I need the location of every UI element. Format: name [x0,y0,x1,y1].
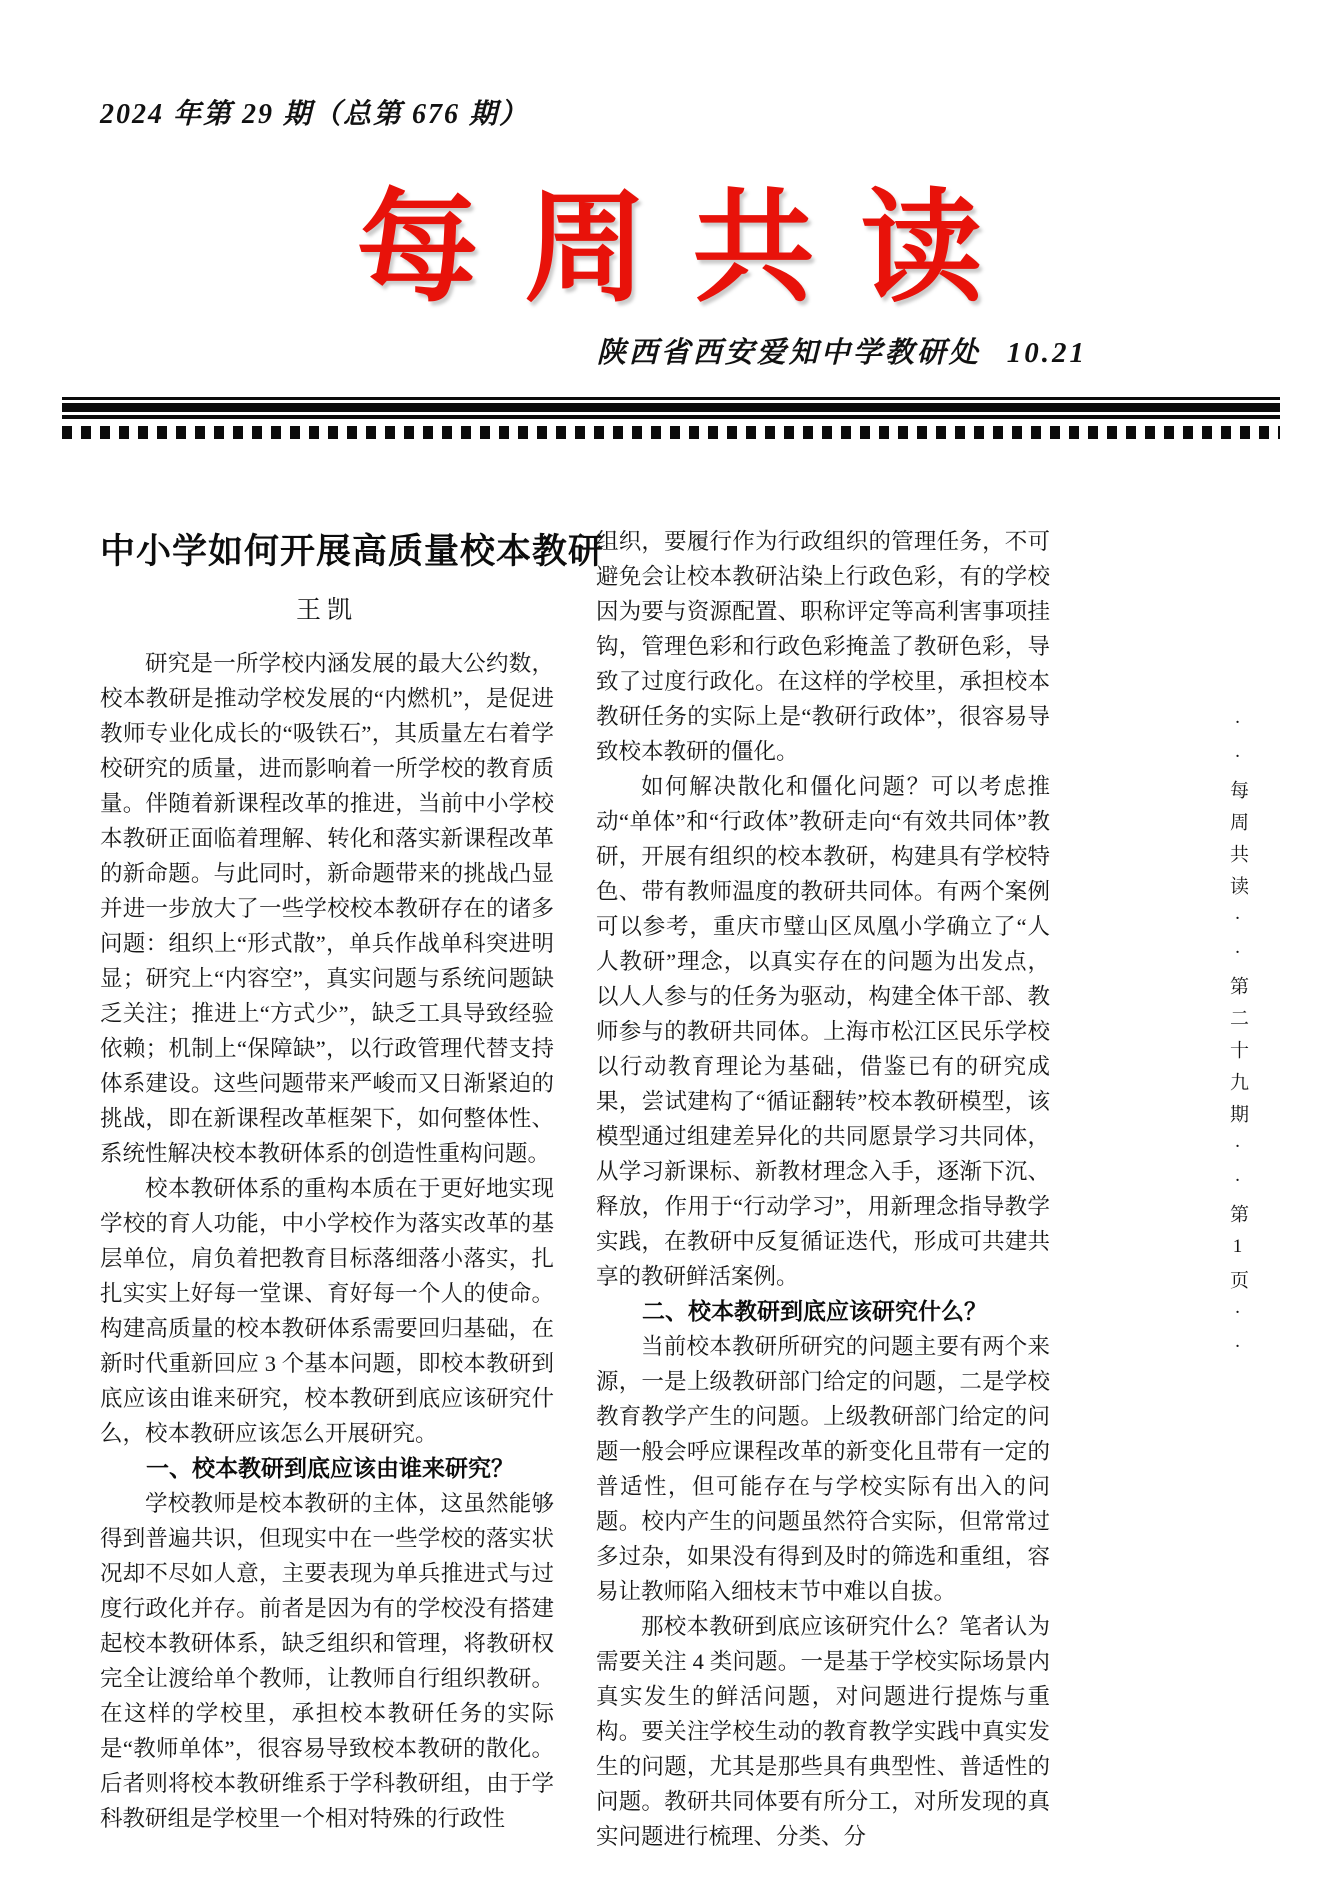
right-column [596,524,1050,1854]
publisher-name: 陕西省西安爱知中学教研处 [596,337,981,369]
paragraph-4: 组织，要履行作为行政组织的管理任务，不可避免会让校本教研沾染上行政色彩，有的学校因为要与资源配置、职称评定等高利害事项挂钩，管理色彩和行政色彩掩盖了教研色彩，导致了过度行政化。在这样的学校里，承担校本教研任务的实际上是“教研行政体”，很容易导致校本教研的僵化。 [596,529,1050,764]
section-heading-1: 一、校本教研到底应该由谁来研究？ [146,1455,514,1481]
paragraph-7: 那校本教研到底应该研究什么？笔者认为需要关注 4 类问题。一是基于学校实际场景内真实发生的鲜活问题，对问题进行提炼与重构。要关注学校生动的教育教学实践中真实发生的问题，尤其是那些具有典型性、普适性的问题。教研共同体要有所分工，对所发现的真实问题进行梳理、分类、分 [596,1614,1050,1849]
section-heading-2: 二、校本教研到底应该研究什么？ [642,1298,987,1324]
publisher-line [597,330,1087,371]
left-column [100,524,605,1854]
divider-rule-thin-top [62,397,1280,400]
article-title: 中小学如何开展高质量校本教研 [100,532,605,571]
paragraph-6: 当前校本教研所研究的问题主要有两个来源，一是上级教研部门给定的问题，二是学校教育教学产生的问题。上级教研部门给定的问题一般会呼应课程改革的新变化且带有一定的普适性，但可能存在与学校实际有出入的问题。校内产生的问题虽然符合实际，但常常过多过杂，如果没有得到及时的筛选和重组，容易让教师陷入细枝末节中难以自拔。 [596,1334,1050,1604]
article-author: 王凯 [295,597,358,624]
paragraph-5: 如何解决散化和僵化问题？可以考虑推动“单体”和“行政体”教研走向“有效共同体”教研，开展有组织的校本教研，构建具有学校特色、带有教师温度的教研共同体。有两个案例可以参考，重庆市璧山区凤凰小学确立了“人人教研”理念，以真实存在的问题为出发点，以人人参与的任务为驱动，构建全体干部、教师参与的教研共同体。上海市松江区民乐学校以行动教育理论为基础，借鉴已有的研究成果，尝试建构了“循证翻转”校本教研模型，该模型通过组建差异化的共同愿景学习共同体，从学习新课标、新教材理念入手，逐渐下沉、释放，作用于“行动学习”，用新理念指导教学实践，在教研中反复循证迭代，形成可共建共享的教研鲜活案例。 [596,774,1050,1289]
article-body [100,524,1050,1854]
divider-rule-thick [62,403,1280,412]
paragraph-2: 校本教研体系的重构本质在于更好地实现学校的育人功能，中小学校作为落实改革的基层单位，肩负着把教育目标落细落小落实，扎扎实实上好每一堂课、育好每一个人的使命。构建高质量的校本教研体系需要回归基础，在新时代重新回应 3 个基本问题，即校本教研到底应该由谁来研究，校本教研到底应该研究什么，校本教研应该怎么开展研究。 [100,1176,554,1446]
paragraph-3: 学校教师是校本教研的主体，这虽然能够得到普遍共识，但现实中在一些学校的落实状况却不尽如人意，主要表现为单兵推进式与过度行政化并存。前者是因为有的学校没有搭建起校本教研体系，缺乏组织和管理，将教研权完全让渡给单个教师，让教师自行组织教研。在这样的学校里，承担校本教研任务的实际是“教师单体”，很容易导致校本教研的散化。后者则将校本教研维系于学科教研组，由于学科教研组是学校里一个相对特殊的行政性 [100,1491,554,1831]
publish-date: 10.21 [1006,337,1087,369]
issue-number: 2024 年第 29 期（总第 676 期） [100,99,530,130]
page-margin-label: ··每周共读··第二十九期··第1页·· [1227,712,1248,1370]
masthead-title: 每周共读 [356,182,1029,317]
paragraph-1: 研究是一所学校内涵发展的最大公约数，校本教研是推动学校发展的“内燃机”，是促进教师专业化成长的“吸铁石”，其质量左右着学校研究的质量，进而影响着一所学校的教育质量。伴随着新课程改革的推进，当前中小学校本教研正面临着理解、转化和落实新课程改革的新命题。与此同时，新命题带来的挑战凸显并进一步放大了一些学校校本教研存在的诸多问题：组织上“形式散”，单兵作战单科突进明显；研究上“内容空”，真实问题与系统问题缺乏关注；推进上“方式少”，缺乏工具导致经验依赖；机制上“保障缺”，以行政管理代替支持体系建设。这些问题带来严峻而又日渐紧迫的挑战，即在新课程改革框架下，如何整体性、系统性解决校本教研体系的创造性重构问题。 [100,651,554,1166]
divider-rule-thin-bottom [62,415,1280,419]
divider-dash-row [62,426,1280,439]
header-divider [62,397,1280,439]
